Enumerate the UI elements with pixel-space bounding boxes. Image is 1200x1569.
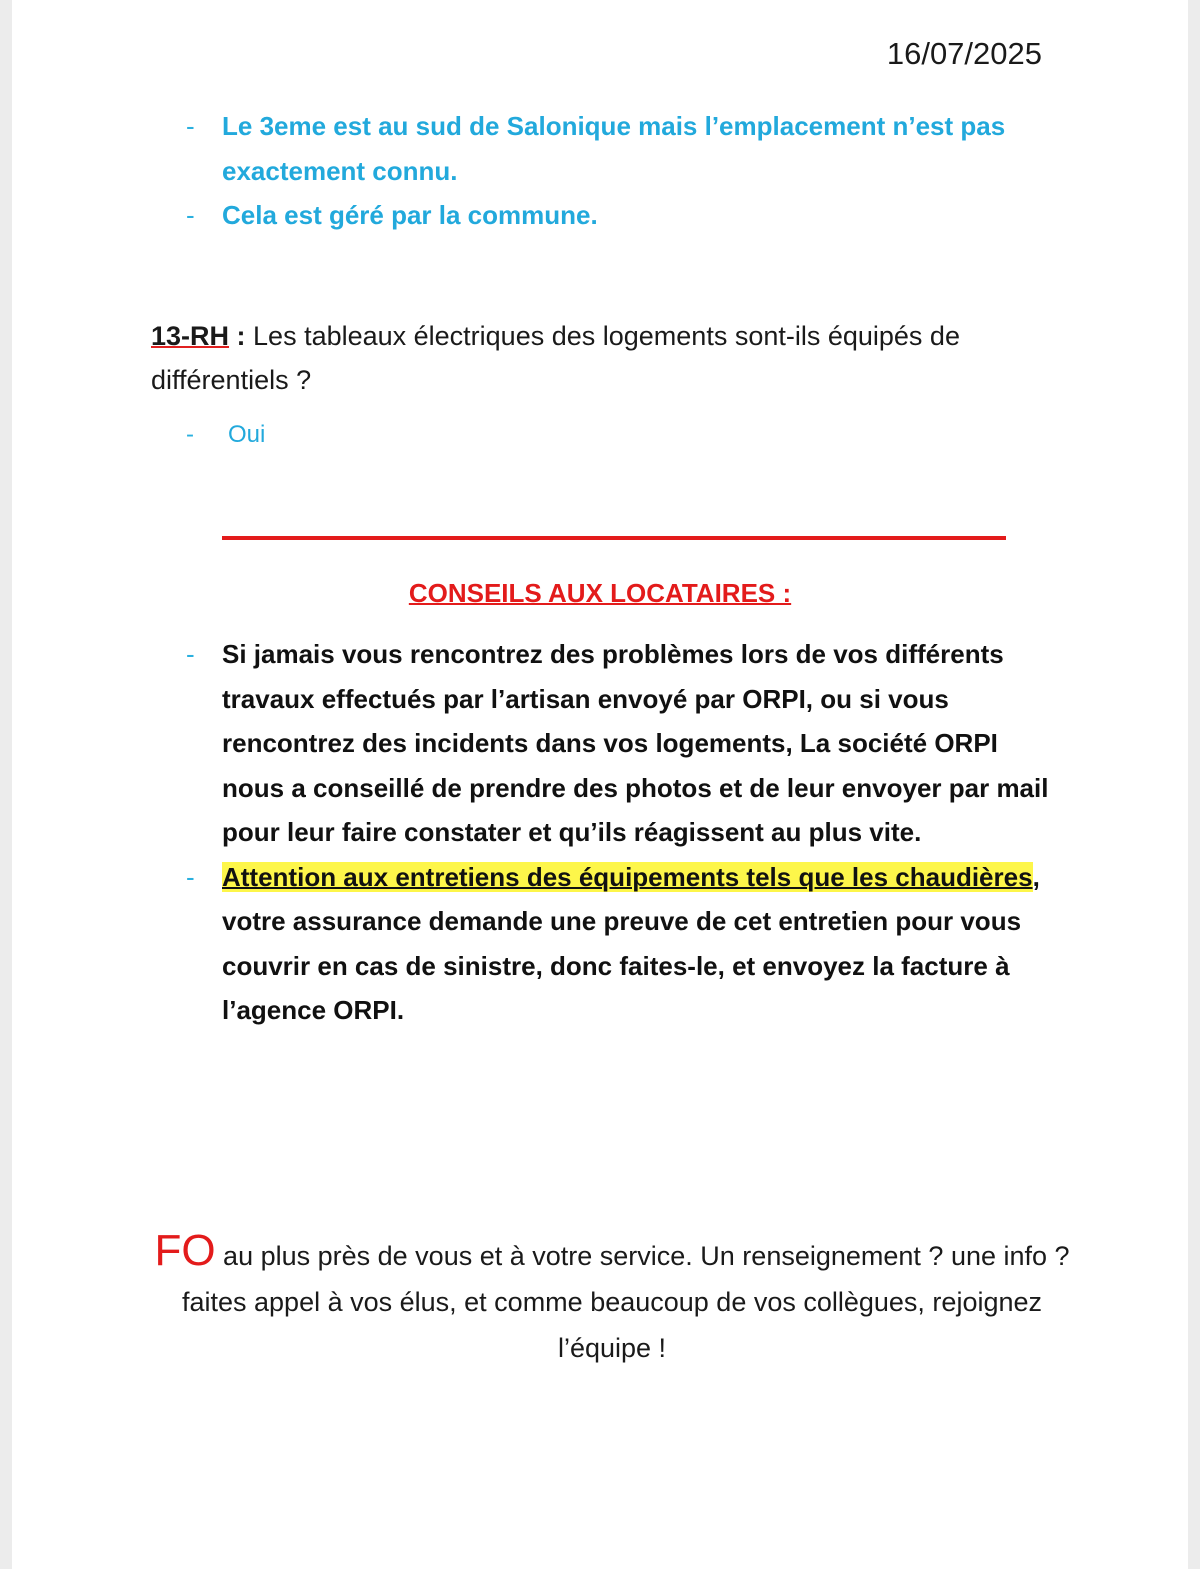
document-page xyxy=(12,0,1188,1569)
document-date: 16/07/2025 xyxy=(886,36,1042,71)
list-item xyxy=(12,632,1188,855)
footer-text: au plus près de vous et à votre service. Un renseignement ? une info ? faites appel à vos élus, et comme beaucoup de vos collègues, rejoignez l’équipe ! xyxy=(181,1241,1070,1363)
footer-message xyxy=(152,1228,1072,1371)
fo-logo: FO xyxy=(154,1226,216,1275)
advice-list xyxy=(12,632,1188,1033)
bullet-dash: - xyxy=(186,200,195,230)
bullet-dash: - xyxy=(186,111,195,141)
advice-heading: CONSEILS AUX LOCATAIRES : xyxy=(408,578,792,608)
red-divider xyxy=(222,536,1006,540)
advice-item-1: Si jamais vous rencontrez des problèmes lors de vos différents travaux effectués par l’artisan envoyé par ORPI, ou si vous rencontrez des incidents dans vos logements, La société ORPI nous a conseillé de prendre des photos et de leur envoyer par mail pour leur faire constater et qu’ils réagissent au plus vite. xyxy=(222,639,1049,847)
list-item xyxy=(12,855,1188,1033)
bullet-dash: - xyxy=(186,639,195,669)
bullet-text: Le 3eme est au sud de Salonique mais l’emplacement n’est pas exactement connu. xyxy=(222,111,1006,186)
question-block xyxy=(151,314,1061,402)
list-item xyxy=(12,413,1188,458)
bullet-dash: - xyxy=(186,421,194,448)
answer-text: Oui xyxy=(228,421,266,448)
highlighted-text: Attention aux entretiens des équipements tels que les chaudières xyxy=(222,861,1033,892)
bullet-dash: - xyxy=(186,861,195,892)
question-ref: 13-RH xyxy=(151,321,230,351)
answer-list xyxy=(12,413,1188,458)
list-item xyxy=(12,193,1188,238)
question-text: Les tableaux électriques des logements sont-ils équipés de différentiels ? xyxy=(151,321,960,395)
advice-item-2: , votre assurance demande une preuve de cet entretien pour vous couvrir en cas de sinistre, donc faites-le, et envoyez la facture à l’agence ORPI. xyxy=(222,861,1040,1025)
question-colon: : xyxy=(229,321,246,351)
bullet-text: Cela est géré par la commune. xyxy=(222,200,598,230)
list-item xyxy=(12,104,1188,193)
top-bullet-list xyxy=(12,104,1188,238)
